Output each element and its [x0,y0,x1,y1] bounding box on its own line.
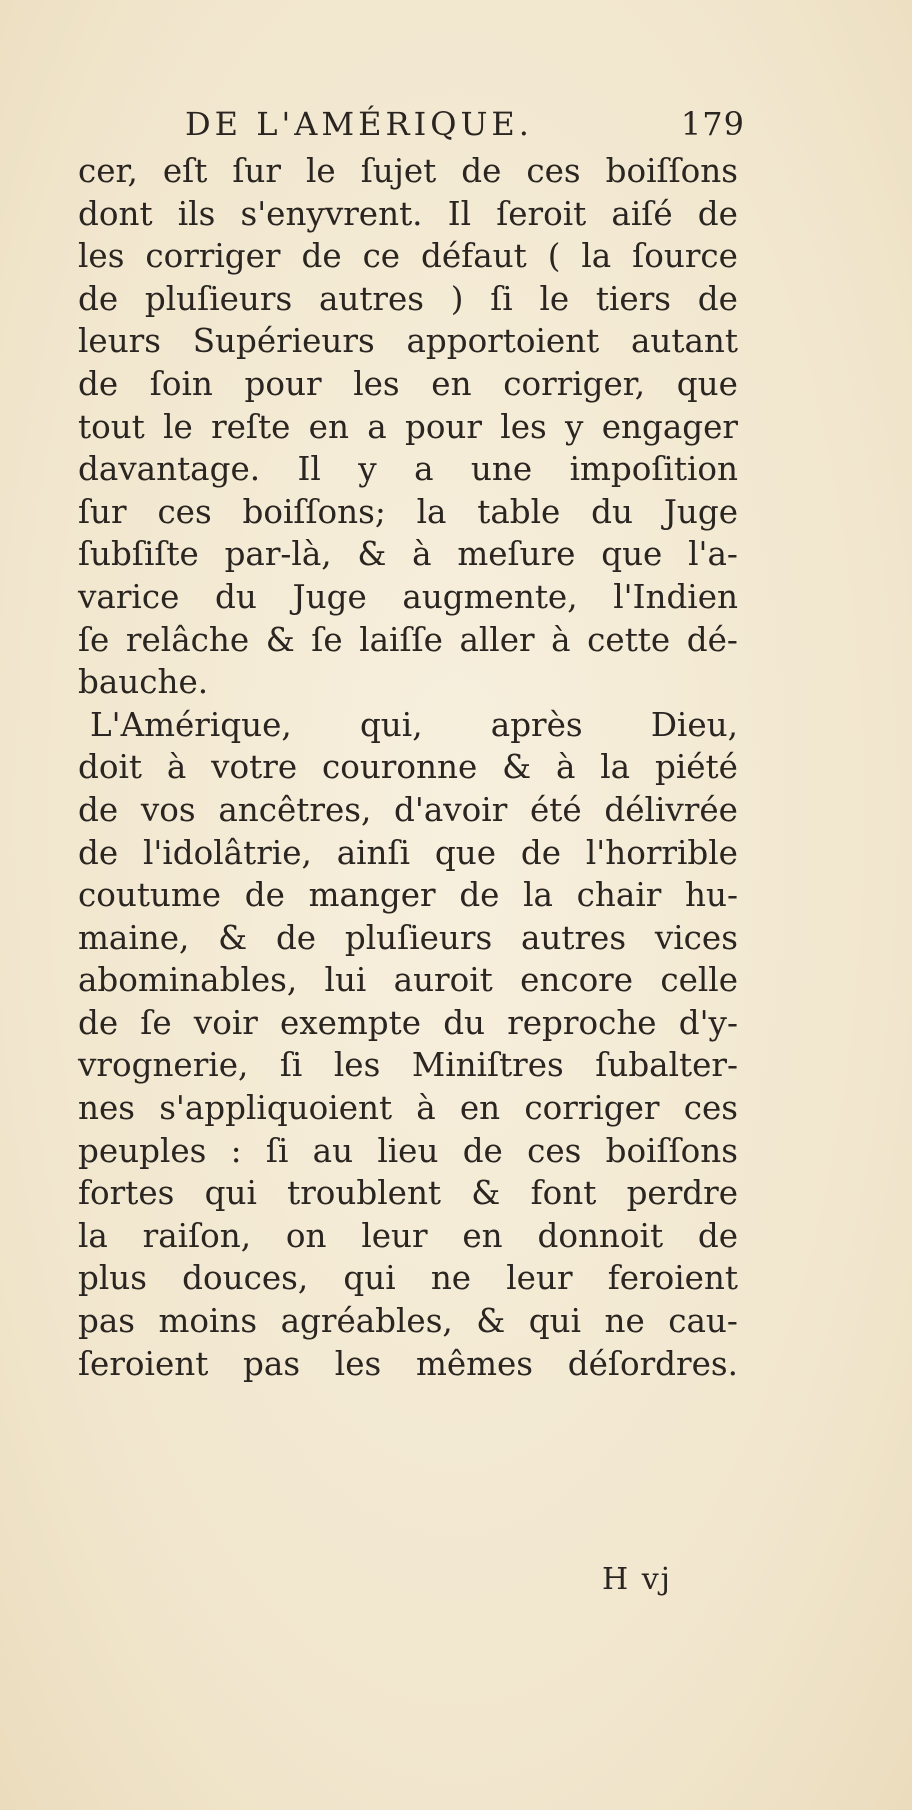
word: en [308,407,349,446]
word: à [412,535,432,574]
text-line [78,1002,738,1045]
text-line [78,406,738,449]
word: feroient [607,1259,738,1298]
word: de [462,1131,503,1170]
word: le [539,279,570,318]
word: de [78,364,119,403]
word: à [555,748,576,787]
word: les [333,1046,381,1085]
word: les [353,364,400,403]
word: on [285,1216,327,1255]
word: leurs [78,322,161,361]
word: ſujet [360,152,437,190]
word: maine, [78,918,190,957]
word: davantage. [78,450,261,489]
word: en [459,1089,501,1128]
text-line [78,619,738,662]
word: Dieu, [650,705,738,744]
word: douces, [182,1259,309,1298]
word: engager [601,407,738,446]
text-line [78,1300,738,1343]
word: fortes [78,1174,175,1213]
word: corriger [524,1089,660,1128]
word: celle [660,961,738,1000]
word: ſeroient [78,1344,209,1383]
word: ſur [78,492,127,531]
word: peuples [78,1131,207,1170]
text-line [78,874,738,917]
word: s'enyvrent. [240,194,423,233]
word: pluſieurs [144,279,293,318]
word: encore [520,961,634,1000]
word: qui [528,1302,582,1341]
word: cau- [668,1302,738,1341]
word: les [500,407,547,446]
word: ſubſiſte [78,535,199,574]
word: augmente, [402,577,578,616]
text-line [78,363,738,406]
text-line [78,533,738,576]
word: de [520,833,561,872]
word: l'a- [688,535,738,574]
word: de [697,279,738,318]
word: ancêtres, [218,790,372,829]
word: de [78,1003,119,1042]
word: & [218,918,248,957]
word: boiſſons [605,152,738,190]
word: ne [604,1302,645,1341]
word: dé- [686,620,738,659]
word: été [530,790,582,829]
word: la [523,876,553,915]
word: ſe [140,1003,172,1042]
text-line [78,1215,738,1258]
word: Juge [292,577,367,616]
word: autres [318,279,425,318]
word: hu- [685,876,738,915]
word: l'horrible [585,833,738,872]
word: lui [324,961,367,1000]
word: raiſon, [142,1216,252,1255]
word: déſordres. [567,1344,738,1383]
word: relâche [125,620,250,659]
word: la [581,237,612,276]
word: auroit [393,961,493,1000]
word: laiſſe [359,620,443,659]
word: mêmes [415,1344,534,1383]
text-line [78,235,738,278]
word: qui, [359,705,423,744]
word: que [676,364,738,403]
word: apportoient [406,322,600,361]
text-line [78,150,738,193]
word: une [470,450,533,489]
word: de [275,918,317,957]
word: la [416,492,447,531]
word: : [230,1131,242,1170]
word: de [78,790,119,829]
word: cette [587,620,671,659]
word: l'idolâtrie, [143,833,312,872]
running-title: DE L'AMÉRIQUE. [185,105,533,143]
word: a [367,407,387,446]
word: font [530,1174,597,1213]
text-line [78,832,738,875]
body-text [78,150,738,1385]
word: ſi [279,1046,303,1085]
text-line [78,448,738,491]
word: corriger, [503,364,646,403]
word: voir [193,1003,258,1042]
word: doit [78,748,142,787]
word: du [443,1003,486,1042]
word: de [697,194,738,233]
text-line [78,1343,738,1386]
word: ce [362,237,401,276]
word: vices [654,918,738,957]
word: délivrée [604,790,738,829]
word: piété [654,748,738,787]
word: vrognerie, [78,1046,249,1085]
word: reſte [211,407,291,446]
word: impoſition [569,450,738,489]
word: à [166,748,187,787]
signature-mark: H vj [602,1562,672,1597]
word: table [477,492,561,531]
word: & [265,620,295,659]
word: ſi [265,1131,289,1170]
text-line [78,1087,738,1130]
word: pas [78,1302,135,1341]
word: Miniſtres [411,1046,564,1085]
word: ſubalter- [595,1046,738,1085]
word: pour [404,407,482,446]
word: y [565,407,584,446]
word: leur [506,1259,573,1298]
word: qui [204,1174,257,1213]
word: tiers [595,279,672,318]
text-line [78,789,738,832]
word: manger [308,876,436,915]
word: tout [78,407,145,446]
word: reproche [507,1003,657,1042]
word: de [78,279,119,318]
word: le [305,152,336,190]
word: que [434,833,496,872]
word: de [697,1216,738,1255]
word: eſt [162,152,208,190]
word: en [431,364,472,403]
word: pour [244,364,322,403]
word: de [459,876,500,915]
word: agréables, [280,1302,453,1341]
word: ainſi [336,833,410,872]
word: cer, [78,152,138,190]
word: les [78,237,125,276]
word: corriger [145,237,281,276]
word: ne [430,1259,472,1298]
word: & [502,748,532,787]
text-line [78,278,738,321]
word: leur [361,1216,428,1255]
word: la [78,1216,108,1255]
word: ſeroit [496,194,587,233]
word: moins [158,1302,258,1341]
text-line [78,746,738,789]
text-line [78,661,738,704]
word: ils [177,194,216,233]
word: à [551,620,571,659]
text-line [78,1257,738,1300]
word: couronne [321,748,478,787]
word: ſur [232,152,281,190]
word: du [215,577,257,616]
text-line [78,917,738,960]
word: Il [297,450,321,489]
word: au [312,1131,354,1170]
word: nes [78,1089,135,1128]
word: pluſieurs [344,918,493,957]
word: plus [78,1259,147,1298]
text-line [78,1044,738,1087]
word: ces [683,1089,738,1128]
word: d'y- [678,1003,738,1042]
word: votre [211,748,298,787]
word: autant [630,322,738,361]
word: L'Amérique, [90,705,292,744]
word: autres [520,918,627,957]
text-line [78,959,738,1002]
word: la [600,748,631,787]
word: & [476,1302,506,1341]
word: ces [526,152,581,190]
word: ) [450,279,464,318]
word: s'appliquoient [159,1089,393,1128]
word: l'Indien [613,577,738,616]
word: ſe [78,620,110,659]
word: aller [459,620,535,659]
word: lieu [377,1131,439,1170]
text-line [78,1130,738,1173]
word: Supérieurs [192,322,375,361]
word: dont [78,194,153,233]
text-line [78,193,738,236]
word: de [461,152,502,190]
word: d'avoir [394,790,508,829]
word: en [462,1216,503,1255]
word: ( [547,237,561,276]
word: & [471,1174,501,1213]
word: boiſſons [605,1131,738,1170]
word: meſure [457,535,576,574]
word: troublent [287,1174,442,1213]
word: coutume [78,876,222,915]
word: ſi [490,279,513,318]
word: que [601,535,663,574]
word: bauche. [78,663,209,702]
word: abominables, [78,961,298,1000]
word: de [244,876,285,915]
word: par-là, [224,535,332,574]
word: ces [527,1131,582,1170]
word: boiſſons; [242,492,386,531]
word: qui [343,1259,396,1298]
word: pas [243,1344,301,1383]
word: y [358,450,377,489]
word: Juge [663,492,738,531]
text-line [78,491,738,534]
word: chair [576,876,662,915]
text-line [78,320,738,363]
text-line [78,576,738,619]
word: les [334,1344,382,1383]
page-header [185,98,745,150]
word: varice [78,577,180,616]
word: ſource [632,237,738,276]
word: après [490,705,583,744]
word: de [78,833,119,872]
word: le [163,407,193,446]
word: donnoit [537,1216,664,1255]
page-number: 179 [680,105,745,143]
word: exempte [279,1003,422,1042]
word: de [301,237,342,276]
word: Il [447,194,471,233]
word: défaut [421,237,527,276]
text-line [78,1172,738,1215]
word: ces [157,492,212,531]
word: du [591,492,633,531]
word: ſe [311,620,343,659]
word: vos [140,790,196,829]
word: aiſé [611,194,673,233]
word: a [414,450,434,489]
word: & [357,535,387,574]
word: à [416,1089,436,1128]
word: perdre [626,1174,738,1213]
word: ſoin [149,364,213,403]
text-line [78,704,738,747]
